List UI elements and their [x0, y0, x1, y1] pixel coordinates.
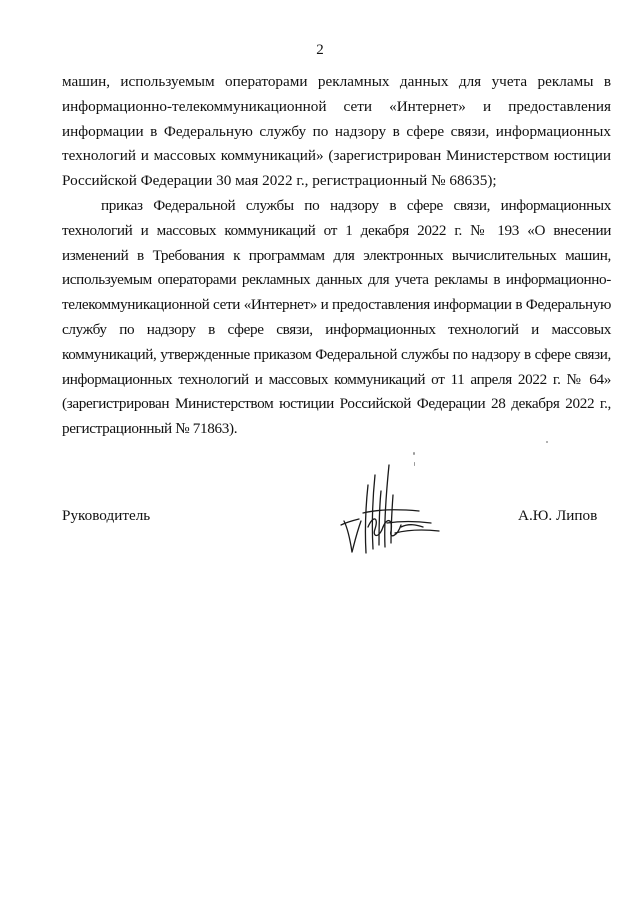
document-body: [62, 70, 611, 442]
page-number: 2: [316, 42, 324, 58]
paragraph-continuation: машин, используемым операторами рекламных данных для учета рекламы в информационно-телекоммуникационной сети «Интернет» и предоставления информации в Федеральную службу по надзору в сфере связи, информационных технологий и массовых коммуникаций» (зарегистрирован Министерством юстиции Российской Федерации 30 мая 2022 г., регистрационный № 68635);: [62, 73, 611, 190]
scan-speck: [414, 462, 415, 466]
handwritten-signature: [335, 455, 455, 575]
paragraph-order-193: приказ Федеральной службы по надзору в сфере связи, информационных технологий и массовых коммуникаций от 1 декабря 2022 г. № 193 «О внесении изменений в Требования к программам для электронных вычислительных машин, используемым операторами рекламных данных для учета рекламы в информационно-телекоммуникационной сети «Интернет» и предоставления информации в Федеральную службу по надзору в сфере связи, информационных технологий и массовых коммуникаций, утвержденные приказом Федеральной службы по надзору в сфере связи, информационных технологий и массовых коммуникаций от 11 апреля 2022 г. № 64» (зарегистрирован Министерством юстиции Российской Федерации 28 декабря 2022 г., регистрационный № 71863).: [62, 196, 611, 438]
signatory-name: А.Ю. Липов: [518, 507, 598, 524]
scan-speck: [413, 452, 415, 455]
scan-speck: [546, 441, 548, 443]
signatory-position: Руководитель: [62, 507, 151, 524]
